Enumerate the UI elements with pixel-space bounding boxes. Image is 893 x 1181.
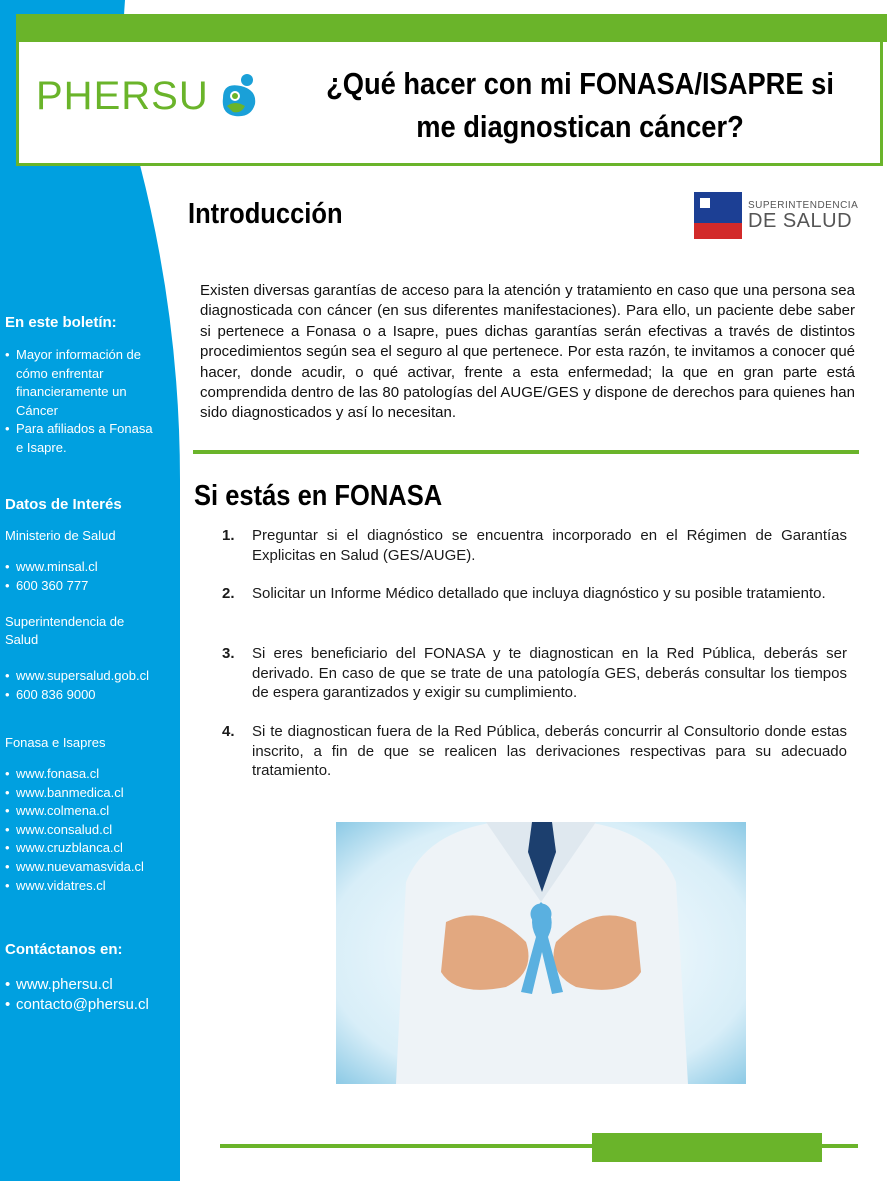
step-item [222,526,847,565]
step-number: 4. [222,723,235,740]
supersalud-list [5,667,177,704]
supersalud-label: Superintendencia de Salud [5,614,125,647]
boletin-list [5,346,163,458]
step-item [222,584,847,604]
nuevamasvida-link[interactable]: • www.nuevamasvida.cl [5,858,175,877]
supersalud-phone: • 600 836 9000 [5,686,177,705]
datos-heading: Datos de Interés [5,496,122,513]
step-item [222,644,847,703]
step-text: Si te diagnostican fuera de la Red Pública, deberás concurrir al Consultorio donde estas inscrito, a fin de que se realicen las derivaciones respectivas para su adecuado tratamiento. [252,723,847,779]
minsal-label: Ministerio de Salud [5,528,116,543]
minsal-link[interactable]: • www.minsal.cl [5,558,175,577]
government-flag-icon [694,192,742,239]
colmena-link[interactable]: • www.colmena.cl [5,802,175,821]
title-line-2: me diagnostican cáncer? [416,109,744,144]
cruzblanca-link[interactable]: • www.cruzblanca.cl [5,839,175,858]
step-text: Si eres beneficiario del FONASA y te diagnostican en la Red Pública, deberás ser derivado. En caso de que se trate de una patología GES, deberás consultar los tiempos de espera garantizados y exigir su cumplimiento. [252,645,847,701]
fonasa-link[interactable]: • www.fonasa.cl [5,765,175,784]
doctor-ribbon-image [336,822,746,1084]
vidatres-link[interactable]: • www.vidatres.cl [5,877,175,896]
fonasa-label: Fonasa e Isapres [5,735,106,750]
logo-line-1: SUPERINTENDENCIA [748,200,859,211]
bottom-green-bar [592,1133,822,1162]
intro-heading: Introducción [188,198,343,230]
superintendencia-logo [694,192,858,239]
boletin-heading: En este boletín: [5,314,117,331]
email-link[interactable]: • contacto@phersu.cl [5,995,175,1015]
section-divider [193,450,859,454]
website-link[interactable]: • www.phersu.cl [5,975,175,995]
step-number: 3. [222,645,235,662]
step-text: Solicitar un Informe Médico detallado que incluya diagnóstico y su posible tratamiento. [252,585,826,602]
step-item [222,722,847,781]
minsal-phone: • 600 360 777 [5,577,175,596]
logo-text: PHERSU [36,73,209,118]
fonasa-isapre-list [5,765,175,895]
phersu-logo [36,72,261,120]
page-title [325,62,835,148]
intro-paragraph: Existen diversas garantías de acceso para la atención y tratamiento en caso que una persona sea diagnosticada con cáncer (en sus diferentes manifestaciones). Para ello, un paciente debe saber si pertenece a Fonasa o a Isapre, pues dichas garantías serán efectivas a través de distintos procedimientos según sea el seguro al que pertenece. Por esta razón, te invitamos a conocer qué hacer, donde acudir, o qué activar, frente a esta enfermedad; la que en gran parte está comprendida dentro de las 80 patologías del AUGE/GES y dispone de derechos para quienes han sido diagnosticados y así lo necesitan. [200,282,855,422]
contact-heading: Contáctanos en: [5,941,123,958]
list-item: • Mayor información de cómo enfrentar financieramente un Cáncer [5,346,163,420]
family-icon [213,72,261,120]
title-line-1: ¿Qué hacer con mi FONASA/ISAPRE si [326,66,834,101]
consalud-link[interactable]: • www.consalud.cl [5,821,175,840]
minsal-list [5,558,175,595]
header-green-bar [16,14,887,42]
step-number: 1. [222,527,235,544]
banmedica-link[interactable]: • www.banmedica.cl [5,784,175,803]
step-text: Preguntar si el diagnóstico se encuentra incorporado en el Régimen de Garantías Explicitas en Salud (GES/AUGE). [252,527,847,564]
contact-list [5,975,175,1015]
supersalud-link[interactable]: • www.supersalud.gob.cl [5,667,177,686]
step-number: 2. [222,585,235,602]
fonasa-heading: Si estás en FONASA [194,480,443,512]
list-item: • Para afiliados a Fonasa e Isapre. [5,420,163,457]
logo-line-2: DE SALUD [748,210,853,232]
